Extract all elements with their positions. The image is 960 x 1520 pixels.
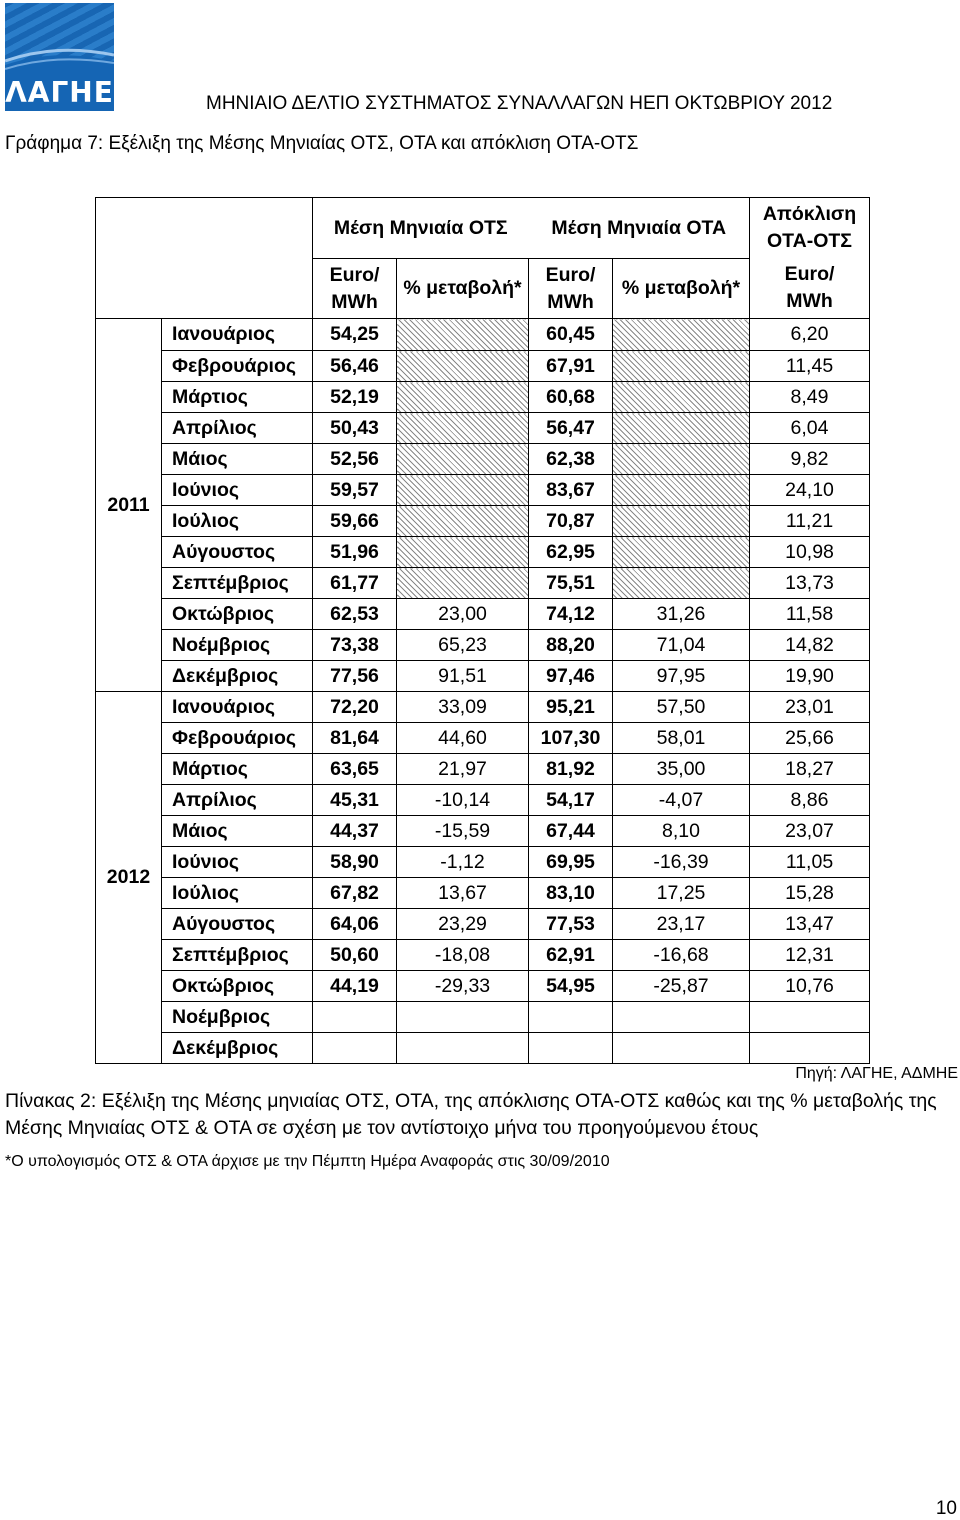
diff-group-header: Απόκλιση ΟΤΑ-ΟΤΣ [750,198,870,259]
logo-text: ΛΑΓΗΕ [5,76,114,109]
ots-value-cell: 45,31 [313,785,397,816]
ots-pct-cell [397,413,529,444]
table-row [96,723,870,754]
table-row [96,568,870,599]
ota-pct-cell: 57,50 [613,692,750,723]
ota-value-cell: 60,68 [529,382,613,413]
table-row [96,382,870,413]
table-row [96,599,870,630]
ota-value-cell: 69,95 [529,847,613,878]
diff-value-cell: 15,28 [750,878,870,909]
table-row [96,940,870,971]
table-row [96,754,870,785]
ots-value-cell: 81,64 [313,723,397,754]
ota-pct-cell: 17,25 [613,878,750,909]
table-row [96,816,870,847]
ots-unit-header: Euro/ MWh [313,259,397,319]
ota-value-cell: 60,45 [529,319,613,351]
month-cell: Νοέμβριος [162,630,313,661]
month-cell: Μάιος [162,444,313,475]
month-cell: Ιούλιος [162,878,313,909]
table-row [96,475,870,506]
ots-value-cell [313,1033,397,1064]
ota-pct-cell: 23,17 [613,909,750,940]
ota-pct-cell [613,475,750,506]
ots-pct-cell [397,382,529,413]
diff-value-cell: 8,49 [750,382,870,413]
ota-value-cell: 62,38 [529,444,613,475]
ota-value-cell [529,1033,613,1064]
diff-unit-header: Euro/ MWh [750,259,870,319]
ots-pct-cell: -18,08 [397,940,529,971]
ots-value-cell: 54,25 [313,319,397,351]
ots-value-cell: 59,66 [313,506,397,537]
ots-pct-cell: 65,23 [397,630,529,661]
diff-value-cell: 24,10 [750,475,870,506]
month-cell: Μάρτιος [162,754,313,785]
ota-pct-cell [613,319,750,351]
diff-value-cell: 6,20 [750,319,870,351]
diff-value-cell: 11,05 [750,847,870,878]
ota-pct-cell [613,537,750,568]
month-cell: Μάρτιος [162,382,313,413]
ota-value-cell: 95,21 [529,692,613,723]
diff-value-cell: 8,86 [750,785,870,816]
ota-pct-cell: -16,68 [613,940,750,971]
ots-pct-cell [397,444,529,475]
month-cell: Σεπτέμβριος [162,568,313,599]
table-row [96,1033,870,1064]
ots-value-cell: 62,53 [313,599,397,630]
ots-value-cell: 56,46 [313,351,397,382]
ota-pct-cell: -25,87 [613,971,750,1002]
ots-value-cell: 58,90 [313,847,397,878]
ots-value-cell: 77,56 [313,661,397,692]
ots-value-cell: 51,96 [313,537,397,568]
ots-value-cell: 52,19 [313,382,397,413]
ota-value-cell: 67,44 [529,816,613,847]
table-corner [96,198,313,319]
table-row [96,319,870,351]
ota-pct-cell: 31,26 [613,599,750,630]
ots-pct-cell [397,1002,529,1033]
ots-pct-cell: 44,60 [397,723,529,754]
ota-pct-cell [613,382,750,413]
ota-pct-cell: -16,39 [613,847,750,878]
ota-pct-cell [613,568,750,599]
ots-value-cell: 63,65 [313,754,397,785]
ota-value-cell: 54,95 [529,971,613,1002]
month-cell: Ιούλιος [162,506,313,537]
ots-pct-cell [397,351,529,382]
month-cell: Φεβρουάριος [162,351,313,382]
table-row [96,630,870,661]
diff-value-cell: 10,76 [750,971,870,1002]
ota-value-cell: 83,10 [529,878,613,909]
ota-value-cell: 74,12 [529,599,613,630]
ots-pct-cell: 33,09 [397,692,529,723]
figure-caption: Γράφημα 7: Εξέλιξη της Μέσης Μηνιαίας ΟΤΣ, ΟΤΑ και απόκλιση ΟΤΑ-ΟΤΣ [5,133,639,154]
diff-value-cell: 25,66 [750,723,870,754]
diff-value-cell: 13,73 [750,568,870,599]
company-logo [5,3,114,111]
table-row [96,878,870,909]
month-cell: Δεκέμβριος [162,661,313,692]
month-cell: Ιούνιος [162,475,313,506]
table-row [96,909,870,940]
ots-value-cell: 64,06 [313,909,397,940]
ots-pct-cell: 23,29 [397,909,529,940]
month-cell: Ιανουάριος [162,692,313,723]
ots-pct-cell [397,319,529,351]
ota-pct-header: % μεταβολή* [613,259,750,319]
table-row [96,661,870,692]
month-cell: Απρίλιος [162,413,313,444]
ots-pct-cell [397,568,529,599]
diff-value-cell: 13,47 [750,909,870,940]
table-row [96,537,870,568]
logo-wave-icon [5,3,114,83]
ots-pct-cell [397,537,529,568]
ots-pct-header: % μεταβολή* [397,259,529,319]
source-note: Πηγή: ΛΑΓΗΕ, ΑΔΜΗΕ [795,1065,958,1082]
table-row [96,1002,870,1033]
footnote: *Ο υπολογισμός ΟΤΣ & ΟΤΑ άρχισε με την Πέμπτη Ημέρα Αναφοράς στις 30/09/2010 [5,1153,610,1170]
ots-value-cell: 72,20 [313,692,397,723]
ota-unit-header: Euro/ MWh [529,259,613,319]
ots-pct-cell: 91,51 [397,661,529,692]
ota-value-cell: 81,92 [529,754,613,785]
table-row [96,692,870,723]
diff-value-cell: 11,21 [750,506,870,537]
table-row [96,506,870,537]
diff-value-cell: 10,98 [750,537,870,568]
ota-pct-cell: 71,04 [613,630,750,661]
table-row [96,351,870,382]
ota-value-cell: 83,67 [529,475,613,506]
table-row [96,971,870,1002]
month-cell: Φεβρουάριος [162,723,313,754]
ots-pct-cell [397,506,529,537]
table-row [96,847,870,878]
ota-value-cell: 62,95 [529,537,613,568]
ots-pct-cell: 21,97 [397,754,529,785]
month-cell: Απρίλιος [162,785,313,816]
ota-value-cell: 75,51 [529,568,613,599]
ots-pct-cell [397,475,529,506]
diff-value-cell: 12,31 [750,940,870,971]
table-caption: Πίνακας 2: Εξέλιξη της Μέσης μηνιαίας ΟΤΣ, ΟΤΑ, της απόκλισης ΟΤΑ-ΟΤΣ καθώς και της % μεταβολής της Μέσης Μηνιαίας ΟΤΣ & ΟΤΑ σε σχέση με τον αντίστοιχο μήνα του προηγούμενου έτους [5,1090,937,1139]
month-cell: Οκτώβριος [162,971,313,1002]
diff-value-cell: 11,58 [750,599,870,630]
ota-value-cell: 107,30 [529,723,613,754]
diff-value-cell: 11,45 [750,351,870,382]
month-cell: Οκτώβριος [162,599,313,630]
diff-value-cell: 9,82 [750,444,870,475]
month-cell: Δεκέμβριος [162,1033,313,1064]
price-table [95,197,870,1064]
table-row [96,785,870,816]
ota-value-cell: 70,87 [529,506,613,537]
ota-value-cell: 88,20 [529,630,613,661]
month-cell: Ιούνιος [162,847,313,878]
ota-pct-cell: 8,10 [613,816,750,847]
month-cell: Νοέμβριος [162,1002,313,1033]
ots-value-cell: 44,37 [313,816,397,847]
ota-value-cell: 77,53 [529,909,613,940]
ota-pct-cell [613,1033,750,1064]
ota-pct-cell [613,1002,750,1033]
ota-value-cell [529,1002,613,1033]
ots-pct-cell: -10,14 [397,785,529,816]
ots-pct-cell: -15,59 [397,816,529,847]
ota-pct-cell [613,444,750,475]
ota-value-cell: 67,91 [529,351,613,382]
ots-value-cell: 59,57 [313,475,397,506]
ots-pct-cell: -1,12 [397,847,529,878]
ots-pct-cell [397,1033,529,1064]
ots-value-cell: 50,60 [313,940,397,971]
ota-pct-cell: 58,01 [613,723,750,754]
ota-pct-cell: 35,00 [613,754,750,785]
diff-value-cell [750,1002,870,1033]
ota-pct-cell [613,506,750,537]
ota-value-cell: 62,91 [529,940,613,971]
header-title: ΜΗΝΙΑΙΟ ΔΕΛΤΙΟ ΣΥΣΤΗΜΑΤΟΣ ΣΥΝΑΛΛΑΓΩΝ ΗΕΠ ΟΚΤΩΒΡΙΟΥ 2012 [206,93,833,114]
diff-value-cell: 18,27 [750,754,870,785]
diff-value-cell: 14,82 [750,630,870,661]
table-row [96,413,870,444]
ots-value-cell [313,1002,397,1033]
ota-pct-cell [613,413,750,444]
diff-value-cell: 23,01 [750,692,870,723]
ots-value-cell: 52,56 [313,444,397,475]
ots-value-cell: 67,82 [313,878,397,909]
ots-group-header: Μέση Μηνιαία ΟΤΣ [313,198,529,259]
month-cell: Ιανουάριος [162,319,313,351]
ots-value-cell: 44,19 [313,971,397,1002]
ots-value-cell: 73,38 [313,630,397,661]
ots-pct-cell: -29,33 [397,971,529,1002]
diff-value-cell: 6,04 [750,413,870,444]
ota-value-cell: 97,46 [529,661,613,692]
ots-pct-cell: 23,00 [397,599,529,630]
ota-pct-cell [613,351,750,382]
year-cell: 2012 [96,692,162,1064]
table-row [96,444,870,475]
month-cell: Αύγουστος [162,909,313,940]
ota-value-cell: 54,17 [529,785,613,816]
month-cell: Αύγουστος [162,537,313,568]
ots-value-cell: 50,43 [313,413,397,444]
diff-value-cell: 19,90 [750,661,870,692]
month-cell: Μάιος [162,816,313,847]
ots-value-cell: 61,77 [313,568,397,599]
diff-value-cell [750,1033,870,1064]
ota-group-header: Μέση Μηνιαία ΟΤΑ [529,198,750,259]
diff-value-cell: 23,07 [750,816,870,847]
ota-value-cell: 56,47 [529,413,613,444]
year-cell: 2011 [96,319,162,692]
ota-pct-cell: -4,07 [613,785,750,816]
month-cell: Σεπτέμβριος [162,940,313,971]
ota-pct-cell: 97,95 [613,661,750,692]
ots-pct-cell: 13,67 [397,878,529,909]
page-number: 10 [935,1498,957,1519]
